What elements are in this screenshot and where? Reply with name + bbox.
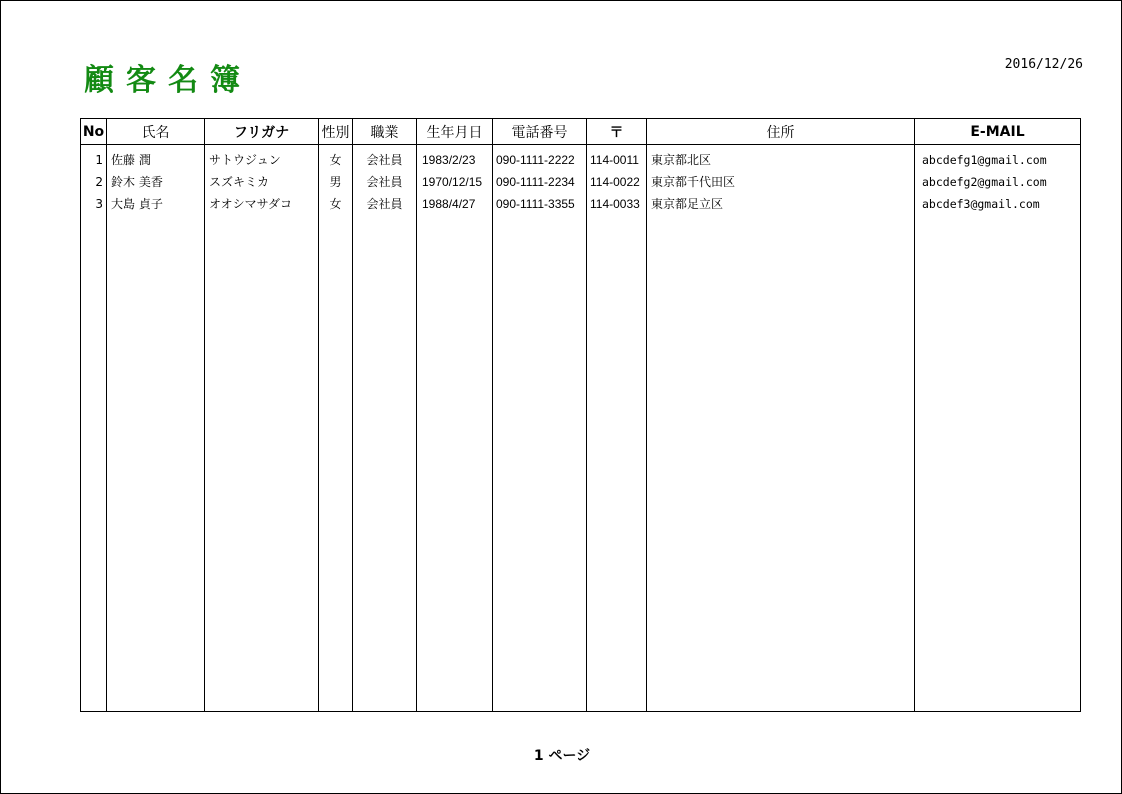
empty-cell <box>319 215 353 711</box>
cell-name: 佐藤 潤 <box>107 145 205 172</box>
cell-no: 1 <box>81 145 107 172</box>
report-title: 顧客名簿 <box>84 63 252 98</box>
header-name: 氏名 <box>107 119 205 145</box>
cell-sex: 女 <box>319 193 353 215</box>
cell-no: 2 <box>81 171 107 193</box>
table-row <box>81 145 1081 172</box>
cell-tel: 090-1111-2234 <box>493 171 587 193</box>
cell-kana: オオシマサダコ <box>205 193 319 215</box>
empty-cell <box>81 215 107 711</box>
cell-sex: 女 <box>319 145 353 172</box>
cell-address: 東京都千代田区 <box>647 171 915 193</box>
cell-address: 東京都足立区 <box>647 193 915 215</box>
cell-name: 大島 貞子 <box>107 193 205 215</box>
empty-cell <box>107 215 205 711</box>
empty-cell <box>205 215 319 711</box>
empty-cell <box>493 215 587 711</box>
cell-job: 会社員 <box>353 193 417 215</box>
cell-birth: 1970/12/15 <box>417 171 493 193</box>
cell-email: abcdefg1@gmail.com <box>915 145 1081 172</box>
table-row <box>81 193 1081 215</box>
header-zip: 〒 <box>587 119 647 145</box>
customer-table <box>80 118 1081 712</box>
cell-sex: 男 <box>319 171 353 193</box>
page-number: 1 ページ <box>533 748 591 764</box>
cell-name: 鈴木 美香 <box>107 171 205 193</box>
header-job: 職業 <box>353 119 417 145</box>
empty-cell <box>587 215 647 711</box>
cell-address: 東京都北区 <box>647 145 915 172</box>
cell-birth: 1983/2/23 <box>417 145 493 172</box>
table-header-row <box>81 119 1081 145</box>
cell-tel: 090-1111-3355 <box>493 193 587 215</box>
cell-zip: 114-0011 <box>587 145 647 172</box>
header-kana: フリガナ <box>205 119 319 145</box>
empty-cell <box>915 215 1081 711</box>
cell-email: abcdef3@gmail.com <box>915 193 1081 215</box>
header-birth: 生年月日 <box>417 119 493 145</box>
table-row <box>81 171 1081 193</box>
header-no: No <box>81 119 107 145</box>
empty-cell <box>417 215 493 711</box>
cell-email: abcdefg2@gmail.com <box>915 171 1081 193</box>
header-sex: 性別 <box>319 119 353 145</box>
table-empty-area <box>81 215 1081 711</box>
cell-job: 会社員 <box>353 145 417 172</box>
cell-birth: 1988/4/27 <box>417 193 493 215</box>
header-tel: 電話番号 <box>493 119 587 145</box>
cell-kana: サトウジュン <box>205 145 319 172</box>
header-email: E-MAIL <box>915 119 1081 145</box>
header-address: 住所 <box>647 119 915 145</box>
report-date: 2016/12/26 <box>1004 57 1083 72</box>
cell-job: 会社員 <box>353 171 417 193</box>
cell-zip: 114-0033 <box>587 193 647 215</box>
cell-tel: 090-1111-2222 <box>493 145 587 172</box>
cell-no: 3 <box>81 193 107 215</box>
cell-zip: 114-0022 <box>587 171 647 193</box>
empty-cell <box>647 215 915 711</box>
cell-kana: スズキミカ <box>205 171 319 193</box>
empty-cell <box>353 215 417 711</box>
